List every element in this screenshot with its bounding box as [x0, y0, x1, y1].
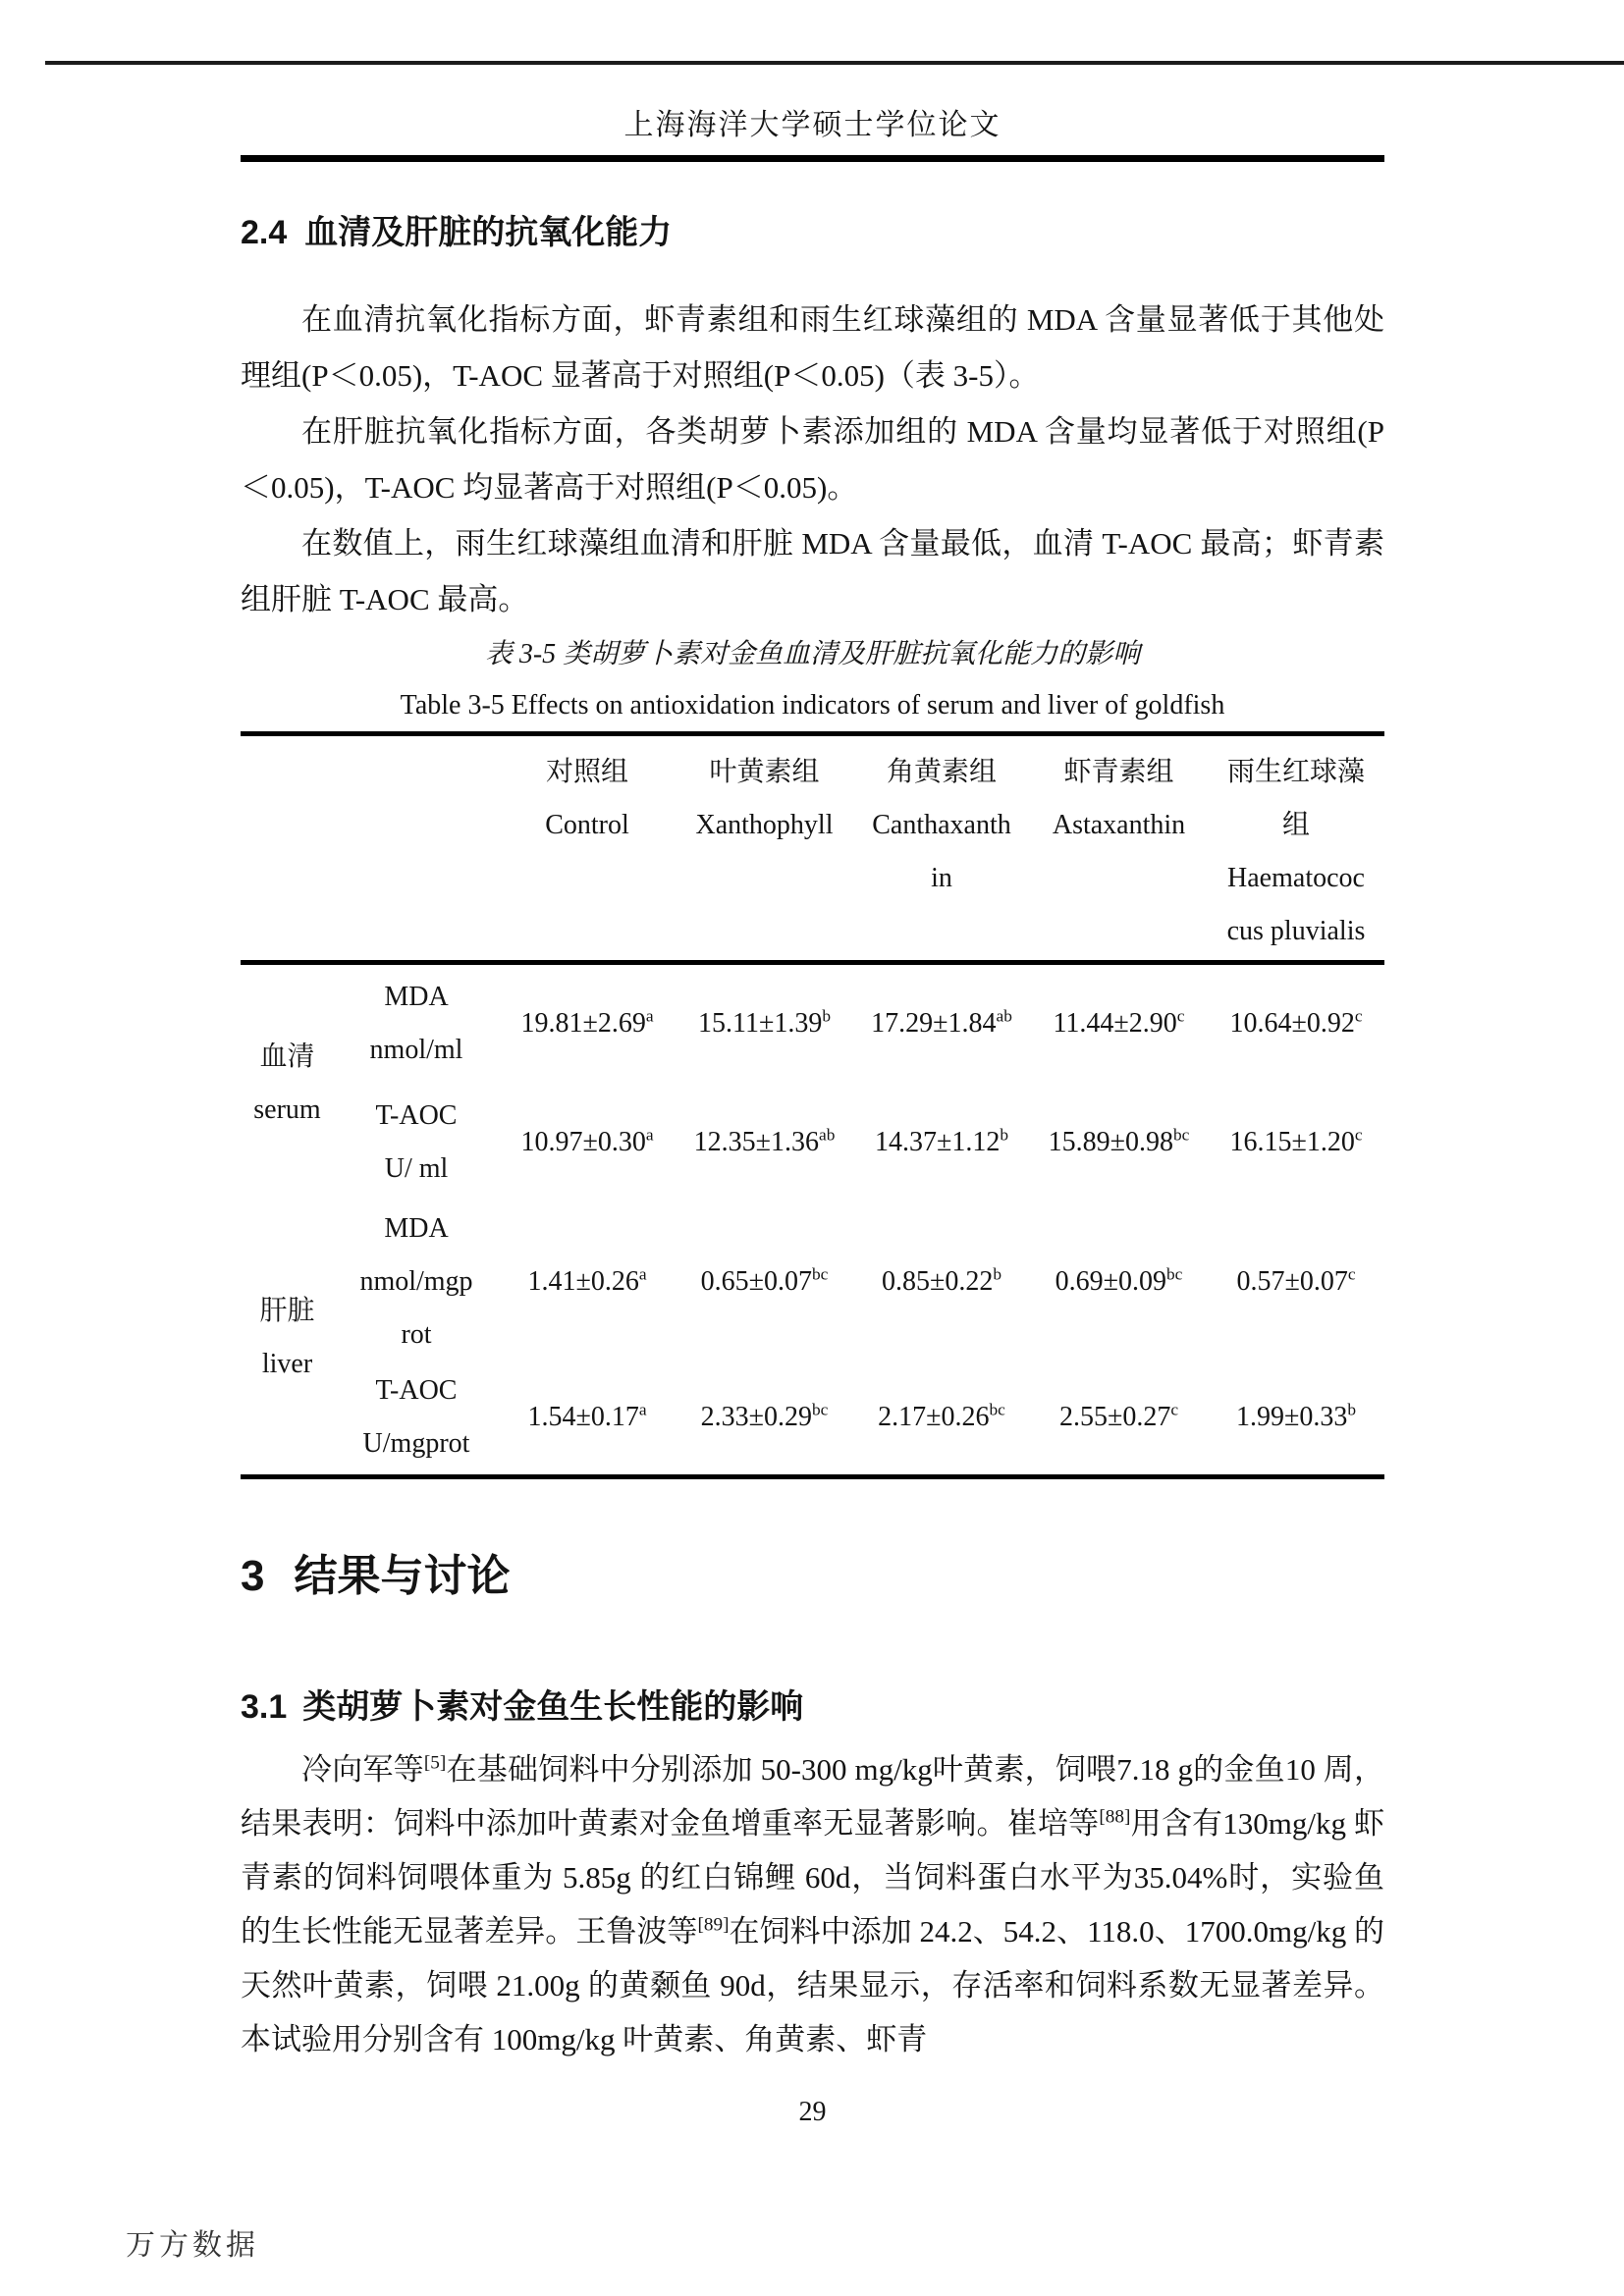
value-number: 0.69±0.09	[1055, 1265, 1166, 1297]
value-sig: b	[1000, 1125, 1009, 1145]
text-segment: 在饲料中添加 24.2、54.2、118.0、1700.0mg/kg 的天然叶黄素，饲喂 21.00g 的黄颡鱼 90d，结果显示，存活率和饲料系数无显著差异。本试验用分别含有 100mg/kg 叶黄素、角黄素、虾青	[241, 1914, 1385, 2056]
section-3-1-number: 3.1	[241, 1688, 288, 1726]
value-cell	[676, 1362, 853, 1477]
paragraph-serum-antioxidation: 在血清抗氧化指标方面，虾青素组和雨生红球藻组的 MDA 含量显著低于其他处理组(P＜0.05)，T-AOC 显著高于对照组(P＜0.05)（表 3-5）。	[241, 302, 1384, 393]
value-sig: ab	[996, 1006, 1012, 1026]
value-cell	[499, 1362, 676, 1477]
value-number: 15.11±1.39	[697, 1007, 823, 1039]
header-rule	[241, 155, 1384, 162]
indicator-serum-mda	[334, 963, 499, 1083]
value-number: 12.35±1.36	[693, 1126, 819, 1157]
citation-ref: [89]	[697, 1914, 730, 1936]
value-cell	[1208, 963, 1384, 1083]
value-number: 16.15±1.20	[1229, 1126, 1355, 1157]
value-cell	[1030, 963, 1208, 1083]
text-segment: 用含有130mg/kg 虾青素的饲料饲喂体重为 5.85g 的红白锦鲤 60d，当饲料蛋白水平为35.04%时，实验鱼的生长性能无显著差异。王鲁波等	[241, 1806, 1384, 1949]
section-3-heading	[241, 1550, 1384, 1603]
value-sig: a	[645, 1125, 654, 1145]
table-row-serum-mda	[241, 963, 1384, 1083]
section-3-number: 3	[241, 1552, 265, 1600]
column-header-haematococcus	[1208, 734, 1384, 963]
page-number: 29	[798, 2097, 827, 2127]
row-group-serum-en: serum	[253, 1094, 321, 1125]
value-sig: b	[1347, 1400, 1357, 1419]
value-cell	[676, 1083, 853, 1202]
text-segment: 冷向军等	[301, 1752, 424, 1787]
running-header-title: 上海海洋大学硕士学位论文	[623, 109, 1001, 141]
column-header-xanthophyll-zh: 叶黄素组	[709, 757, 820, 787]
section-2-4-number: 2.4	[241, 214, 288, 251]
column-header-astaxanthin-en: Astaxanthin	[1052, 810, 1186, 840]
indicator-liver-mda	[334, 1202, 499, 1362]
column-header-control-zh: 对照组	[545, 757, 628, 787]
section-3-1-heading	[241, 1685, 1384, 1729]
value-cell	[676, 963, 853, 1083]
value-sig: c	[1176, 1006, 1185, 1026]
indicator-line: nmol/mgp	[359, 1265, 473, 1297]
value-sig: c	[1354, 1125, 1363, 1145]
row-group-liver	[241, 1202, 334, 1477]
value-number: 1.54±0.17	[527, 1402, 639, 1433]
value-cell	[499, 1202, 676, 1362]
value-number: 0.85±0.22	[881, 1265, 994, 1297]
indicator-line: nmol/ml	[369, 1034, 463, 1065]
page-content	[241, 0, 1384, 2066]
value-sig: bc	[1165, 1264, 1183, 1284]
value-cell	[853, 1083, 1030, 1202]
table-row-serum-taoc	[241, 1083, 1384, 1202]
column-header-astaxanthin	[1030, 734, 1208, 963]
text-segment: 在基础饲料中分别添加 50-300 mg/kg叶黄素，饲喂7.18 g的金鱼10 周，结果表明：饲料中添加叶黄素对金鱼增重率无显著影响。崔培等	[241, 1752, 1385, 1841]
value-cell	[499, 963, 676, 1083]
value-cell	[853, 963, 1030, 1083]
value-cell	[1030, 1362, 1208, 1477]
citation-ref: [5]	[423, 1752, 447, 1774]
section-2-4-title: 血清及肝脏的抗氧化能力	[304, 214, 673, 251]
value-number: 1.41±0.26	[527, 1265, 639, 1297]
indicator-line: U/mgprot	[362, 1428, 470, 1460]
column-header-haematococcus-zh: 雨生红球藻	[1226, 757, 1365, 787]
value-number: 2.17±0.26	[878, 1402, 990, 1433]
paragraph-numeric-comparison: 在数值上，雨生红球藻组血清和肝脏 MDA 含量最低，血清 T-AOC 最高；虾青素组肝脏 T-AOC 最高。	[241, 526, 1384, 616]
column-header-astaxanthin-zh: 虾青素组	[1063, 757, 1174, 787]
value-sig: bc	[1172, 1125, 1190, 1145]
value-number: 10.64±0.92	[1229, 1007, 1355, 1039]
section-3-1-title: 类胡萝卜素对金鱼生长性能的影响	[302, 1688, 804, 1726]
value-sig: a	[645, 1006, 654, 1026]
value-number: 17.29±1.84	[871, 1007, 997, 1039]
column-header-canthaxanthin-en: Canthaxanth	[872, 810, 1011, 840]
value-sig: c	[1354, 1006, 1363, 1026]
indicator-serum-taoc	[334, 1083, 499, 1202]
value-cell	[1030, 1202, 1208, 1362]
value-number: 14.37±1.12	[874, 1126, 1001, 1157]
value-cell	[1208, 1202, 1384, 1362]
indicator-line: T-AOC	[375, 1375, 458, 1407]
value-number: 10.97±0.30	[520, 1126, 646, 1157]
value-cell	[1030, 1083, 1208, 1202]
antioxidation-indicators-table	[241, 731, 1384, 1479]
value-cell	[1208, 1083, 1384, 1202]
value-sig: a	[638, 1400, 647, 1419]
value-cell	[853, 1202, 1030, 1362]
value-cell	[853, 1362, 1030, 1477]
column-header-control-en: Control	[545, 810, 629, 840]
row-group-serum	[241, 963, 334, 1202]
value-sig: c	[1170, 1400, 1179, 1419]
table-caption-zh: 表 3-5 类胡萝卜素对金鱼血清及肝脏抗氧化能力的影响	[484, 639, 1141, 669]
value-cell	[1208, 1362, 1384, 1477]
value-number: 1.99±0.33	[1235, 1402, 1348, 1433]
table-corner-cell	[241, 734, 499, 963]
value-cell	[499, 1083, 676, 1202]
column-header-xanthophyll	[676, 734, 853, 963]
value-cell	[676, 1202, 853, 1362]
section-2-4-heading	[241, 211, 1384, 254]
indicator-liver-taoc	[334, 1362, 499, 1477]
citation-ref: [88]	[1099, 1806, 1131, 1828]
value-number: 0.57±0.07	[1236, 1265, 1348, 1297]
column-header-haematococcus-en2: cus pluvialis	[1226, 916, 1366, 946]
value-sig: bc	[811, 1264, 829, 1284]
row-group-liver-en: liver	[261, 1349, 313, 1380]
column-header-xanthophyll-en: Xanthophyll	[695, 810, 834, 840]
indicator-line: MDA	[384, 981, 449, 1012]
value-sig: bc	[811, 1400, 829, 1419]
table-row-liver-taoc	[241, 1362, 1384, 1477]
value-sig: a	[638, 1264, 647, 1284]
table-header-row	[241, 734, 1384, 963]
indicator-line: MDA	[384, 1212, 449, 1244]
value-number: 11.44±2.90	[1053, 1007, 1177, 1039]
column-header-haematococcus-zh2: 组	[1281, 810, 1310, 840]
indicator-line: U/ ml	[384, 1152, 449, 1184]
value-sig: b	[993, 1264, 1002, 1284]
row-group-liver-zh: 肝脏	[259, 1296, 315, 1327]
paragraph-growth-discussion	[241, 1742, 1384, 2066]
section-3-title: 结果与讨论	[294, 1552, 511, 1600]
paragraph-liver-antioxidation: 在肝脏抗氧化指标方面，各类胡萝卜素添加组的 MDA 含量均显著低于对照组(P＜0.05)，T-AOC 均显著高于对照组(P＜0.05)。	[241, 414, 1384, 505]
value-sig: b	[822, 1006, 831, 1026]
value-number: 15.89±0.98	[1048, 1126, 1173, 1157]
value-number: 0.65±0.07	[700, 1265, 812, 1297]
value-number: 2.33±0.29	[700, 1402, 812, 1433]
table-row-liver-mda	[241, 1202, 1384, 1362]
value-sig: bc	[989, 1400, 1005, 1419]
table-caption-en: Table 3-5 Effects on antioxidation indicators of serum and liver of goldfish	[400, 690, 1225, 721]
column-header-haematococcus-en: Haematococ	[1227, 863, 1365, 893]
wanfang-watermark: 万方数据	[126, 2229, 259, 2262]
indicator-line: rot	[401, 1318, 432, 1350]
row-group-serum-zh: 血清	[259, 1041, 315, 1072]
column-header-canthaxanthin	[853, 734, 1030, 963]
indicator-line: T-AOC	[375, 1099, 458, 1131]
column-header-canthaxanthin-en2: in	[931, 863, 952, 893]
value-sig: c	[1347, 1264, 1356, 1284]
column-header-canthaxanthin-zh: 角黄素组	[886, 757, 997, 787]
column-header-control	[499, 734, 676, 963]
value-number: 19.81±2.69	[520, 1007, 646, 1039]
value-sig: ab	[818, 1125, 836, 1145]
value-number: 2.55±0.27	[1058, 1402, 1171, 1433]
